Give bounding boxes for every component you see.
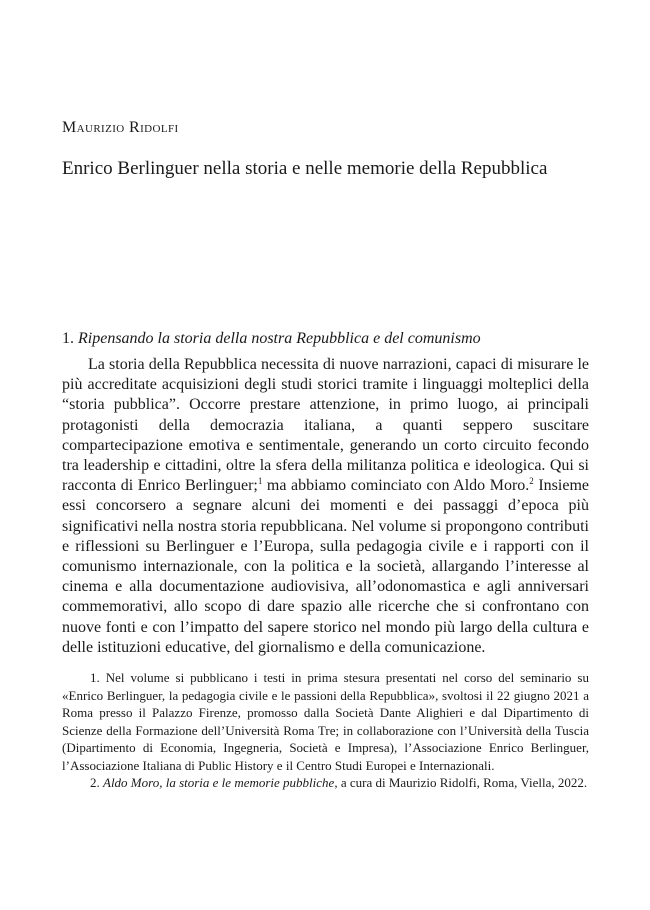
footnote-1 [62,669,589,774]
author-name: Maurizio Ridolfi [62,119,179,136]
footnote-1-text: Nel volume si pubblicano i testi in prima stesura presentati nel corso del seminario su «Enrico Berlinguer, la pedagogia civile e le passioni della Repubblica», svoltosi il 22 giugno 2021 a Roma presso il Palazzo Firenze, promosso dalla Società Dante Alighieri e dal Dipartimento di Scienze della Formazione dell’Università Roma Tre; in collaborazione con l’Università della Tuscia (Dipartimento di Economia, Ingegneria, Società e Impresa), l’Associazione Enrico Berlinguer, l’Associazione Italiana di Public History e il Centro Studi Europei e Internazionali. [62,670,589,773]
section-heading [62,330,602,348]
section-number: 1. [62,330,74,347]
footnote-2-marker: 2. [90,775,100,790]
chapter-title: Enrico Berlinguer nella storia e nelle memorie della Repubblica [62,158,548,179]
footnote-2-book-title: Aldo Moro, la storia e le memorie pubbliche [103,775,335,790]
body-text-part-1: La storia della Repubblica necessita di nuove narrazioni, capaci di misurare le più accreditate acquisizioni degli studi storici tramite i linguaggi molteplici della “storia pubblica”. Occorre prestare attenzione, in primo luogo, ai principali protagonisti della democrazia italiana, a quanti seppero suscitare compartecipazione emotiva e sentimentale, generando un corto circuito fecondo tra leadership e cittadini, oltre la sfera della militanza politica e ideologica. Qui si racconta di Enrico Berlinguer; [62,356,589,495]
footnote-ref-2[interactable]: 2 [529,476,534,487]
footnote-2-text: , a cura di Maurizio Ridolfi, Roma, Viella, 2022. [334,775,588,790]
body-text-part-3: Insieme essi concorsero a segnare alcuni dei momenti e dei passaggi d’epoca più significativi nella nostra storia repubblicana. Nel volume si propongono contributi e riflessioni su Berlinguer e l’Europa, sulla pedagogia civile e i rapporti con il comunismo internazionale, con la politica e la società, allargando l’interesse al cinema e alla documentazione audiovisiva, all’odonomastica e agli anniversari commemorativi, allo scopo di dare spazio alle ricerche che si confrontano con nuove fonti e con l’impatto del sapere storico nel mondo più largo della cultura e delle istituzioni educative, del giornalismo e della comunicazione. [62,477,589,656]
footnote-ref-1[interactable]: 1 [257,476,263,487]
body-text-part-2: ma abbiamo cominciato con Aldo Moro. [262,477,530,495]
footnote-2 [62,774,589,792]
body-paragraph [62,355,589,658]
footnote-1-marker: 1. [90,670,100,685]
footnotes [62,669,589,792]
section-title: Ripensando la storia della nostra Repubblica e del comunismo [78,330,481,347]
